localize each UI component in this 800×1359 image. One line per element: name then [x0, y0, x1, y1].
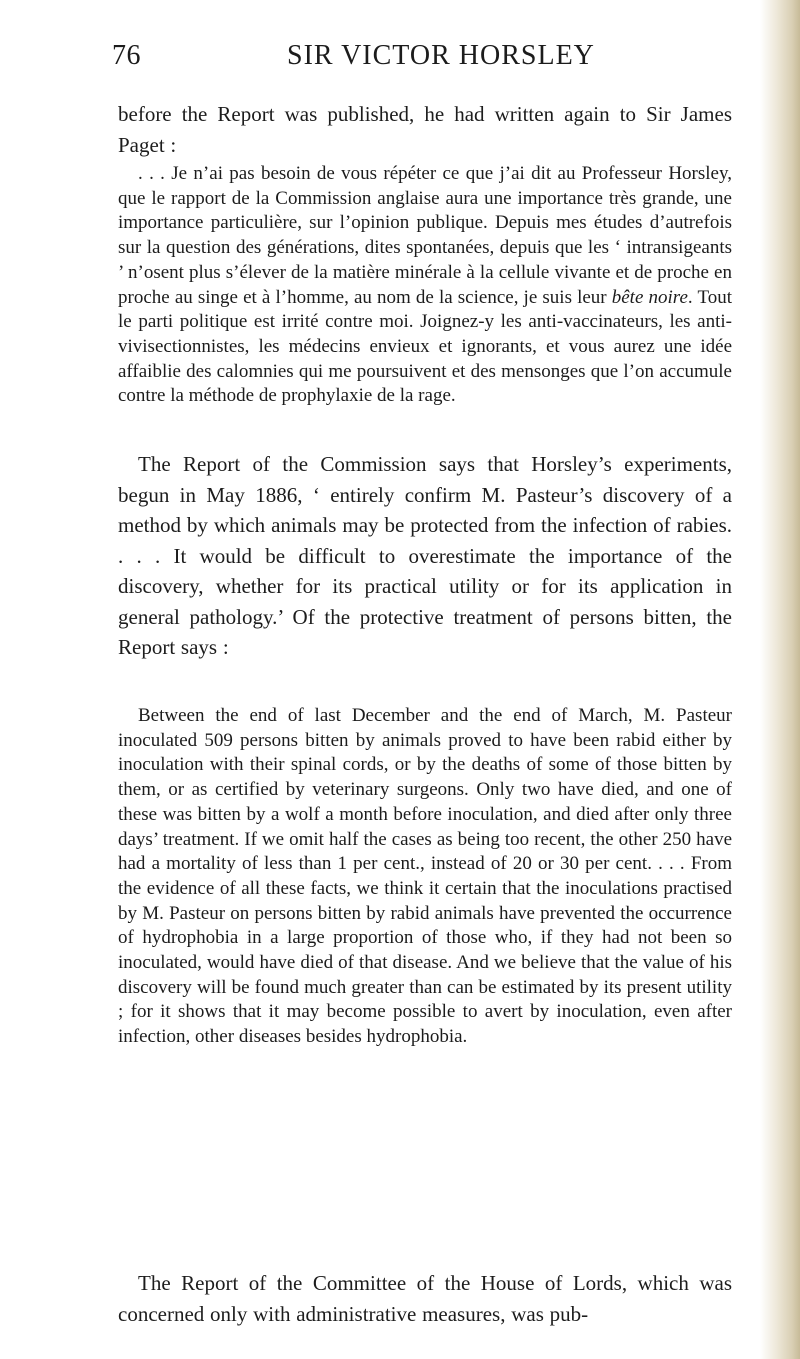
page-number: 76 — [112, 40, 141, 71]
quote-pasteur-italic: bête noire — [611, 286, 688, 308]
quote-commission-report: Between the end of last December and the end of March, M. Pasteur inoculated 509 persons bitten by animals proved to have been rabid either by inoculation with their spinal cords, or by the deaths of some of those bitten by them, or as certified by veterinary surgeons. Only two have died, and one of these was bitten by a wolf a month before inoculation, and died after only three days’ treatment. If we omit half the cases as being too recent, the other 250 have had a mortality of less than 1 per cent., instead of 20 or 30 per cent. . . . From the evidence of all these facts, we think it certain that the inoculations practised by M. Pasteur on persons bitten by rabid animals have prevented the occurrence of hydrophobia in a large proportion of those who, if they had not been so inoculated, would have died of that disease. And we believe that the value of his discovery will be found much greater than can be estimated by its present utility ; for it shows that it may become possible to avert by inoculation, even after infection, other diseases besides hydrophobia. — [118, 705, 732, 1048]
paragraph-intro: before the Report was published, he had written again to Sir James Paget : — [118, 102, 732, 157]
page-header — [112, 40, 732, 80]
paragraph-commission-report: The Report of the Commission says that Horsley’s experiments, begun in May 1886, ‘ entirely confirm M. Pasteur’s discovery of a method by which animals may be protected from the infection of rabies. . . . It would be difficult to overestimate the importance of the discovery, whether for its practical utility or for its application in general pathology.’ Of the protective treatment of persons bitten, the Report says : — [118, 452, 732, 659]
quote-pasteur-text-after: . Tout le parti politique est irrité contre moi. Joignez-y les anti-vaccinateurs, les anti-vivisectionnistes, les médecins envieux et ignorants, et vous aurez une idée affaiblie des calomnies qui me poursuivent et des mensonges que l’on accumule contre la méthode de prophylaxie de la rage. — [118, 286, 733, 407]
page-edge-shadow — [760, 0, 800, 1359]
running-head: SIR VICTOR HORSLEY — [287, 40, 595, 71]
quote-pasteur-letter — [118, 162, 732, 409]
paragraph-house-of-lords: The Report of the Committee of the House of Lords, which was concerned only with administrative measures, was pub- — [118, 1271, 732, 1326]
quote-pasteur-text-before: . . . Je n’ai pas besoin de vous répéter ce que j’ai dit au Professeur Horsley, que le rapport de la Commission anglaise aura une importance très grande, une importance particulière, sur l’opinion publique. Depuis mes études d’autrefois sur la question des générations, dites spontanées, depuis que les ‘ intransigeants ’ n’osent plus s’élever de la matière minérale à la cellule vivante et de proche en proche au singe et à l’homme, au nom de la science, je suis leur — [118, 163, 732, 308]
